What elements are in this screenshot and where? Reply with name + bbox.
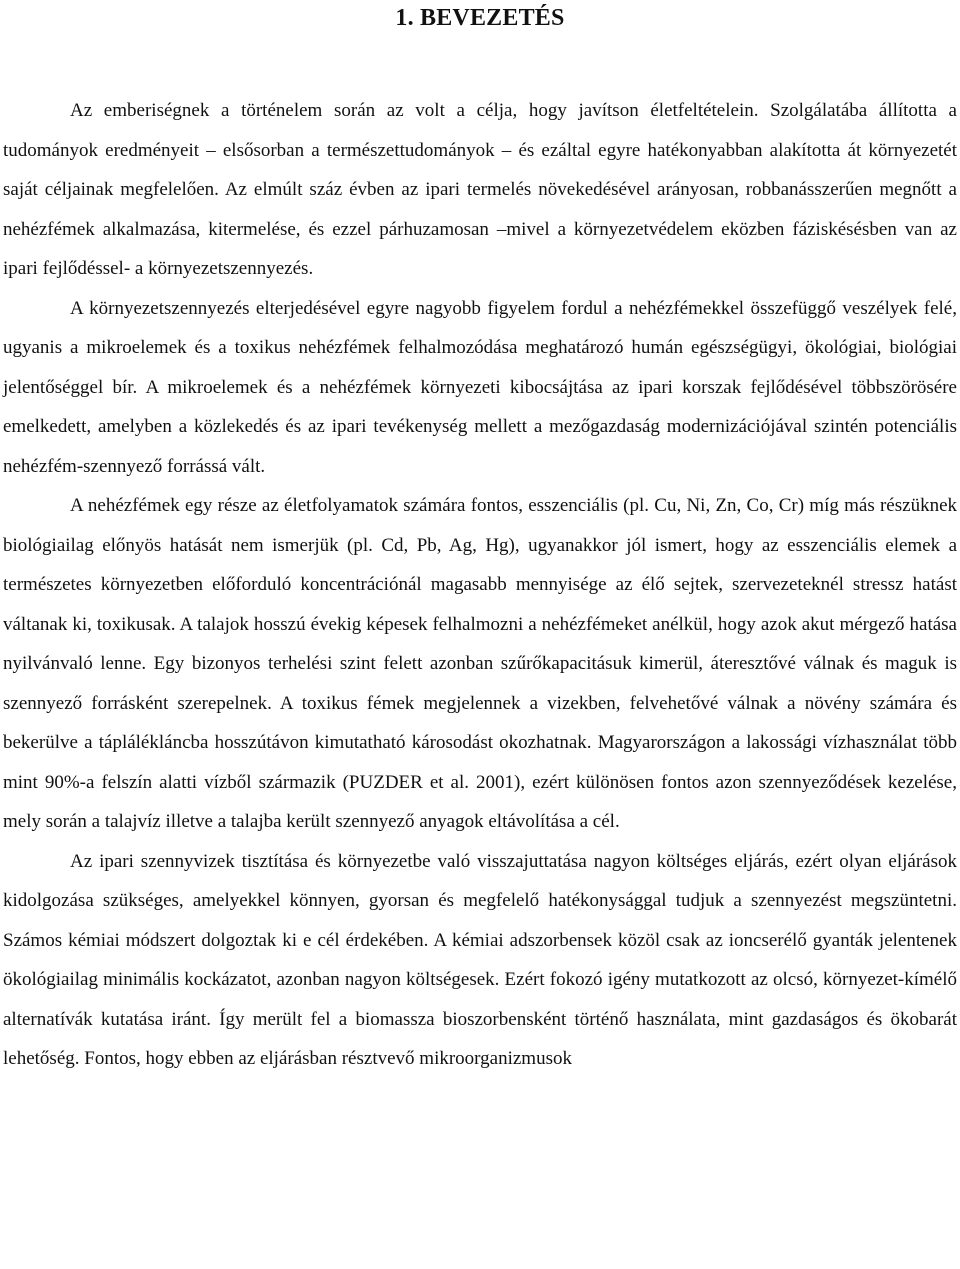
paragraph-wastewater: Az ipari szennyvizek tisztítása és környezetbe való visszajuttatása nagyon költséges eljárás, ezért olyan eljárások kidolgozása szükséges, amelyekkel könnyen, gyorsan és megfelelő hatékonysággal tudjuk a szennyezést megszüntetni. Számos kémiai módszert dolgoztak ki e cél érdekében. A kémiai adszorbensek közöl csak az ioncserélő gyanták jelentenek ökológiailag minimális kockázatot, azonban nagyon költségesek. Ezért fokozó igény mutatkozott az olcsó, környezet-kímélő alternatívák kutatása iránt. Így merült fel a biomassza bioszorbensként történő használata, mint gazdaságos és ökobarát lehetőség. Fontos, hogy ebben az eljárásban résztvevő mikroorganizmusok <box>3 850 957 1069</box>
chapter-title: 1. BEVEZETÉS <box>395 5 565 31</box>
document-body <box>3 91 957 1079</box>
paragraph-heavy-metals: A nehézfémek egy része az életfolyamatok számára fontos, esszenciális (pl. Cu, Ni, Zn, Co, Cr) míg más részüknek biológiailag előnyös hatását nem ismerjük (pl. Cd, Pb, Ag, Hg), ugyanakkor jól ismert, hogy az esszenciális elemek a természetes környezetben előforduló koncentrációnál magasabb mennyisége az élő sejtek, szervezeteknél stressz hatást váltanak ki, toxikusak. A talajok hosszú évekig képesek felhalmozni a nehézfémeket anélkül, hogy azok akut mérgező hatása nyilvánvaló lenne. Egy bizonyos terhelési szint felett azonban szűrőkapacitásuk kimerül, áteresztővé válnak és maguk is szennyező forrásként szerepelnek. A toxikus fémek megjelennek a vizekben, felvehetővé válnak a növény számára és bekerülve a táplálékláncba hosszútávon kimutatható károsodást okozhatnak. Magyarországon a lakossági vízhasználat több mint 90%-a felszín alatti vízből származik (PUZDER et al. 2001), ezért különösen fontos azon szennyeződések kezelése, mely során a talajvíz illetve a talajba került szennyező anyagok eltávolítása a cél. <box>3 495 957 832</box>
paragraph-pollution: A környezetszennyezés elterjedésével egyre nagyobb figyelem fordul a nehézfémekkel összefüggő veszélyek felé, ugyanis a mikroelemek és a toxikus nehézfémek felhalmozódása meghatározó humán egészségügyi, ökológiai, biológiai jelentőséggel bír. A mikroelemek és a nehézfémek környezeti kibocsájtása az ipari korszak fejlődésével többszörösére emelkedett, amelyben a közlekedés és az ipari tevékenység mellett a mezőgazdaság modernizációjával szintén potenciális nehézfém-szennyező forrássá vált. <box>3 297 957 477</box>
paragraph-intro: Az emberiségnek a történelem során az volt a célja, hogy javítson életfeltételein. Szolgálatába állította a tudományok eredményeit – elsősorban a természettudományok – és ezáltal egyre hatékonyabban alakította át környezetét saját céljainak megfelelően. Az elmúlt száz évben az ipari termelés növekedésével arányosan, robbanásszerűen megnőtt a nehézfémek alkalmazása, kitermelése, és ezzel párhuzamosan –mivel a környezetvédelem eközben fáziskésésben van az ipari fejlődéssel- a környezetszennyezés. <box>3 100 957 279</box>
